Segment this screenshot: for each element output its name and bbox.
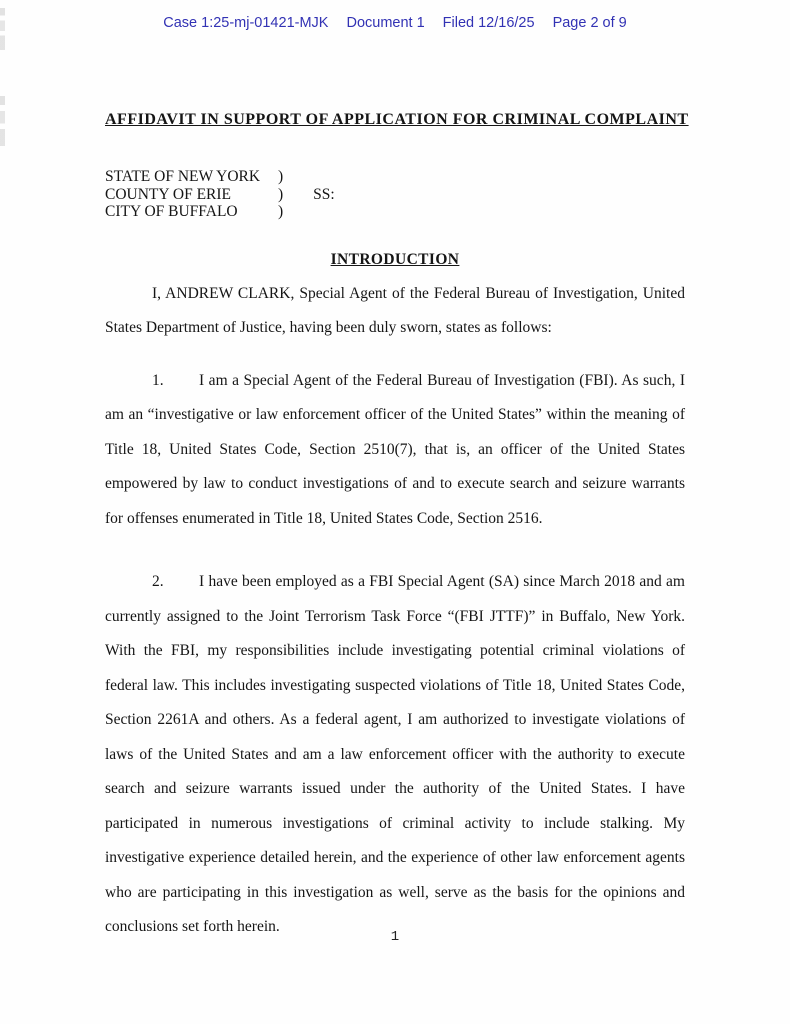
paragraph-2-number: 2. bbox=[152, 573, 164, 590]
paragraph-2 bbox=[105, 565, 685, 945]
venue-label: COUNTY OF ERIE bbox=[105, 185, 232, 203]
filed-date: Filed 12/16/25 bbox=[442, 15, 535, 31]
case-number: Case 1:25-mj-01421-MJK bbox=[163, 15, 329, 31]
document-title: AFFIDAVIT IN SUPPORT OF APPLICATION FOR CRIMINAL COMPLAINT bbox=[105, 111, 689, 128]
page-indicator: Page 2 of 9 bbox=[552, 15, 627, 31]
section-heading-introduction: INTRODUCTION bbox=[330, 250, 460, 268]
paragraph-2-text: I have been employed as a FBI Special Agent (SA) since March 2018 and am currently assigned to the Joint Terrorism Task Force “(FBI JTTF)” in Buffalo, New York. With the FBI, my responsibilities include investigating potential criminal violations of federal law. This includes investigating suspected violations of Title 18, United States Code, Section 2261A and others. As a federal agent, I am authorized to investigate violations of laws of the United States and am a law enforcement officer with the authority to execute search and seizure warrants issued under the authority of the United States. I have participated in numerous investigations of criminal activity to include stalking. My investigative experience detailed herein, and the experience of other law enforcement agents who are participating in this investigation as well, serve as the basis for the opinions and conclusions set forth herein. bbox=[105, 573, 685, 935]
page-number: 1 bbox=[390, 929, 400, 945]
venue-paren: ) bbox=[278, 203, 284, 220]
venue-paren: ) bbox=[278, 185, 284, 203]
affiant-statement: I, ANDREW CLARK, Special Agent of the Federal Bureau of Investigation, United States Department of Justice, having been duly sworn, states as follows: bbox=[105, 284, 685, 336]
document-body bbox=[105, 0, 689, 945]
venue-paren: ) bbox=[278, 168, 284, 185]
paragraph-1-number: 1. bbox=[152, 371, 164, 389]
document-number: Document 1 bbox=[346, 15, 425, 31]
scan-artifact bbox=[0, 96, 5, 146]
venue-suffix: SS: bbox=[313, 185, 335, 203]
venue-row-city bbox=[105, 203, 685, 221]
venue-row-state bbox=[105, 168, 685, 186]
paragraph-1-text: I am a Special Agent of the Federal Bureau of Investigation (FBI). As such, I am an “investigative or law enforcement officer of the United States” within the meaning of Title 18, United States Code, Section 2510(7), that is, an officer of the United States empowered by law to conduct investigations of and to execute search and seizure warrants for offenses enumerated in Title 18, United States Code, Section 2516. bbox=[105, 371, 685, 527]
venue-label: CITY OF BUFFALO bbox=[105, 203, 238, 220]
venue-row-county bbox=[105, 186, 685, 204]
venue-label: STATE OF NEW YORK bbox=[105, 168, 261, 185]
paragraph-1 bbox=[105, 364, 685, 537]
venue-block bbox=[105, 168, 685, 221]
